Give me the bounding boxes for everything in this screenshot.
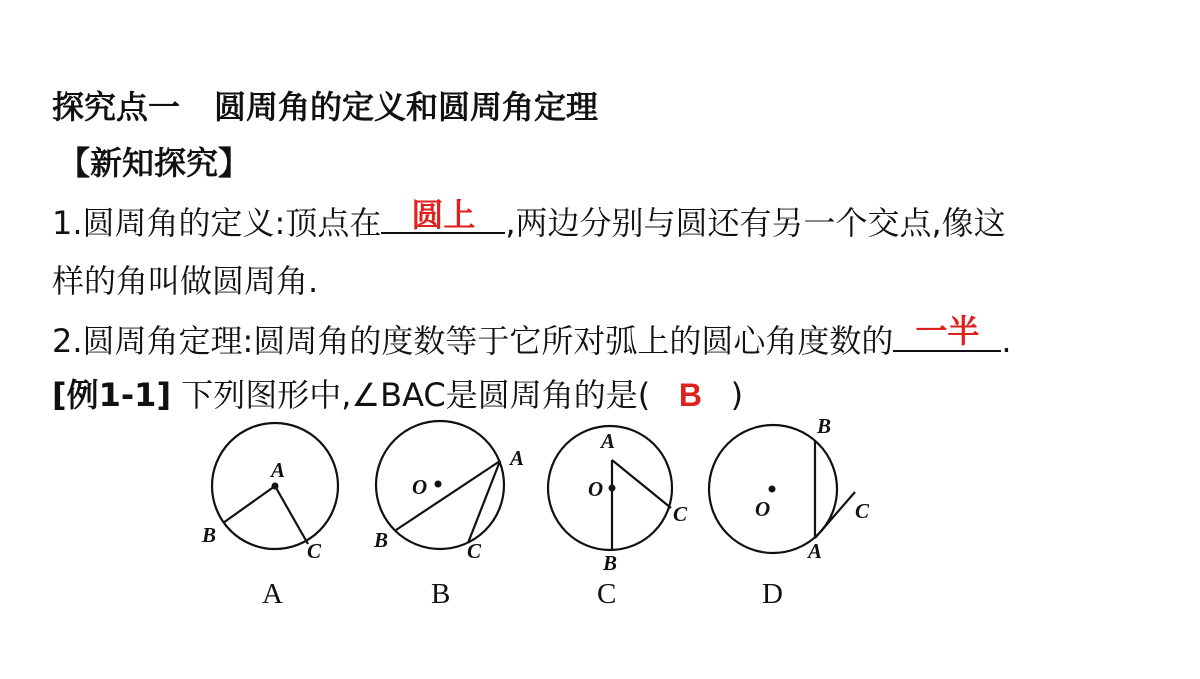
figure-c-center-point: [609, 485, 616, 492]
figure-a-point-a: [272, 483, 279, 490]
item-2-suffix: .: [1001, 322, 1012, 360]
figure-b-label-o: O: [412, 475, 428, 499]
example-label: [例1-1]: [52, 376, 172, 414]
figure-d-label-a: A: [808, 539, 823, 563]
item-1-line-2: 样的角叫做圆周角.: [52, 262, 319, 300]
figure-d-caption: D: [762, 578, 783, 610]
item-1-prefix: 1.圆周角的定义:顶点在: [52, 204, 382, 242]
figure-d-segment-ac: [815, 492, 855, 538]
figure-a-segment-ac: [275, 486, 308, 544]
figure-b-caption: B: [431, 578, 451, 610]
figure-b-label-a: A: [510, 446, 525, 470]
figure-a-label-b: B: [202, 523, 217, 547]
figure-a-segment-ab: [223, 486, 275, 523]
figure-c-label-c: C: [673, 502, 688, 526]
figure-a-label-c: C: [307, 539, 322, 563]
item-2-answer: 一半: [915, 312, 980, 350]
example-answer: B: [678, 377, 702, 413]
figure-b-center-point: [435, 481, 442, 488]
section-number: 探究点一: [52, 88, 181, 126]
item-1-suffix: ,两边分别与圆还有另一个交点,像这: [505, 204, 1006, 242]
example-question: 下列图形中,∠BAC是圆周角的是(: [181, 376, 651, 414]
item-1-answer: 圆上: [411, 196, 476, 234]
section-title: 圆周角的定义和圆周角定理: [214, 88, 599, 126]
figure-d-label-c: C: [855, 499, 870, 523]
figure-d-label-b: B: [817, 414, 832, 438]
subheading: 【新知探究】: [58, 144, 251, 182]
figure-c-caption: C: [597, 578, 617, 610]
figure-b-label-b: B: [374, 528, 389, 552]
figure-c-label-a: A: [601, 429, 616, 453]
figure-d-center-point: [769, 486, 776, 493]
figure-b-label-c: C: [467, 539, 482, 563]
figure-a-caption: A: [262, 578, 283, 610]
figure-c-label-o: O: [588, 477, 604, 501]
example-close: ): [730, 376, 744, 414]
figure-c-label-b: B: [603, 551, 618, 575]
figure-c-segment-ac: [612, 460, 671, 508]
figure-d-label-o: O: [755, 497, 771, 521]
figure-a-label-a: A: [271, 458, 286, 482]
item-2-prefix: 2.圆周角定理:圆周角的度数等于它所对弧上的圆心角度数的: [52, 322, 894, 360]
